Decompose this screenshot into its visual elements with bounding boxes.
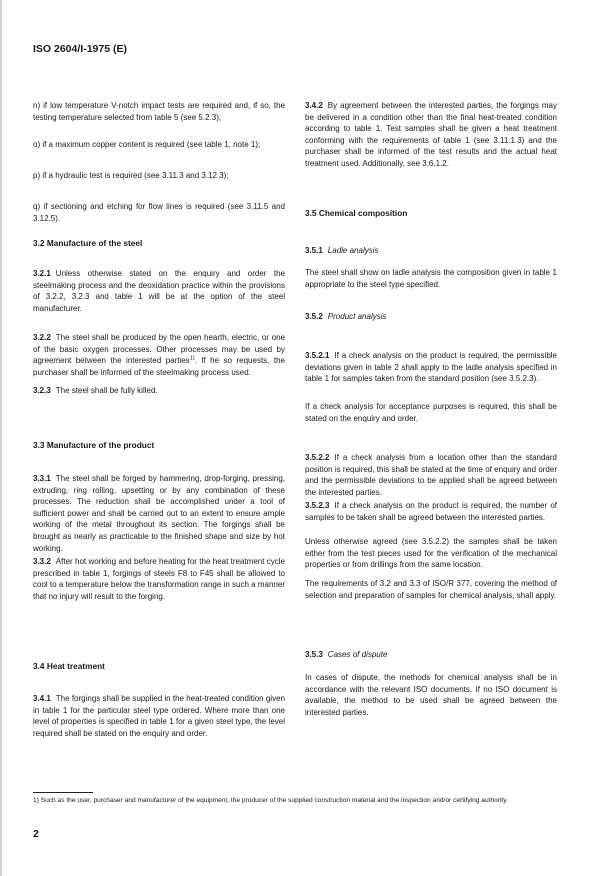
clause-3-4-2	[305, 100, 557, 170]
clause-number: 3.5.1	[305, 246, 323, 255]
clause-text: The steel shall be forged by hammering, drop-forging, pressing, extruding, ring rolling, upsetting or by any combination of these processes. The reduction shall be accomplished under a tool of sufficient power and shall be carried out to an extent to ensure ample working of the metal throughout its section. The forgings shall be brought as nearly as practicable to the finished shape and size by hot working.	[33, 474, 285, 553]
clause-3-5-2-1	[305, 350, 557, 385]
clause-number: 3.3.2	[33, 557, 51, 566]
clause-3-5-2-1-acceptance: If a check analysis for acceptance purposes is required, this shall be stated on the enquiry and order.	[305, 402, 557, 423]
clause-3-5-2-3-samples: Unless otherwise agreed (see 3.5.2.2) the samples shall be taken either from the test pieces used for the verification of the mechanical properties or from drillings from the same location.	[305, 537, 557, 570]
clause-number: 3.3.1	[33, 474, 51, 483]
heading-3-2: 3.2 Manufacture of the steel	[33, 238, 143, 248]
clause-number: 3.2.1	[33, 269, 51, 278]
clause-number: 3.5.2.1	[305, 351, 330, 360]
clause-text: The steel shall be produced by the open hearth, electric, or one of the basic oxygen processes. Other processes may be used by agreement between the interested parties	[33, 333, 285, 366]
clause-3-5-2-3	[305, 500, 557, 523]
clause-text: If a check analysis on the product is required, the number of samples to be taken shall be agreed between the interested parties.	[305, 501, 557, 522]
clause-text: The steel shall be fully killed.	[55, 386, 158, 395]
clause-3-5-2-3-requirements: The requirements of 3.2 and 3.3 of ISO/R 377, covering the method of selection and preparation of samples for chemical analysis, shall apply.	[305, 579, 557, 600]
heading-3-3: 3.3 Manufacture of the product	[33, 440, 155, 450]
list-item-n: n) if low temperature V-notch impact tests are required and, if so, the testing temperature selected from table 5 (see 5.2.3);	[33, 101, 285, 122]
clause-number: 3.2.3	[33, 386, 51, 395]
clause-text: . If he so requests, the purchaser shall be informed of the steelmaking process used.	[33, 356, 285, 377]
clause-number: 3.2.2	[33, 333, 51, 342]
clause-number: 3.5.2.3	[305, 501, 330, 510]
clause-number: 3.4.1	[33, 694, 51, 703]
subheading-3-5-1	[305, 245, 557, 257]
list-item-q: q) if sectioning and etching for flow lines is required (see 3.11.5 and 3.12.5).	[33, 202, 285, 223]
clause-text: After hot working and before heating for the heat treatment cycle prescribed in table 1, forgings of steels F8 to F45 shall be allowed to cool to a temperature below the transformation range in such a manner that no injury will result to the forging.	[33, 557, 285, 601]
footnote-ref: 1)	[189, 355, 195, 362]
footnote-divider	[33, 792, 93, 793]
clause-text: If a check analysis on the product is required, the permissible deviations given in table 2 shall apply to the ladle analysis specified in table 1 for samples taken from the standard position (see 3.5.2.3).	[305, 351, 557, 384]
document-header: ISO 2604/I-1975 (E)	[33, 43, 127, 55]
clause-3-3-2	[33, 556, 285, 602]
clause-number: 3.4.2	[305, 101, 323, 110]
scan-edge	[0, 0, 2, 876]
footnote: 1) Such as the user, purchaser and manufacturer of the equipment, the producer of the supplied construction material and the inspection and/or certifying authority.	[33, 797, 508, 804]
subheading-title: Ladle analysis	[327, 246, 379, 255]
clause-number: 3.5.2.2	[305, 453, 330, 462]
clause-3-2-2	[33, 332, 285, 378]
subheading-title: Cases of dispute	[327, 650, 388, 659]
clause-number: 3.5.3	[305, 650, 323, 659]
page-number: 2	[33, 828, 39, 840]
clause-3-5-1-text: The steel shall show on ladle analysis the composition given in table 1 appropriate to the steel type specified.	[305, 268, 557, 289]
heading-3-5: 3.5 Chemical composition	[305, 208, 408, 218]
subheading-title: Product analysis	[327, 312, 387, 321]
clause-3-2-1	[33, 268, 285, 314]
list-item-p: p) if a hydraulic test is required (see 3.11.3 and 3.12.3);	[33, 171, 229, 180]
clause-3-3-1	[33, 473, 285, 554]
clause-text: The forgings shall be supplied in the heat-treated condition given in table 1 for the particular steel type ordered. Where more than one level of properties is specified in table 1 for a given steel type, the level required shall be stated on the enquiry and order.	[33, 694, 285, 738]
clause-3-4-1	[33, 693, 285, 739]
list-item-o: o) if a maximum copper content is required (see table 1, note 1);	[33, 140, 261, 149]
clause-3-2-3	[33, 385, 285, 397]
clause-text: By agreement between the interested parties, the forgings may be delivered in a condition other than the final heat-treated condition according to table 1. Test samples shall be given a heat treatment conforming with the requirements of table 1 (see 3.11.1.3) and the purchaser shall be informed of the test results and the actual heat treatment used. Additionally, see 3.6.1.2.	[305, 101, 557, 168]
subheading-3-5-3	[305, 649, 557, 661]
clause-number: 3.5.2	[305, 312, 323, 321]
heading-3-4: 3.4 Heat treatment	[33, 661, 105, 671]
subheading-3-5-2	[305, 311, 557, 323]
clause-text: If a check analysis from a location other than the standard position is required, this shall be stated at the time of enquiry and order and the permissible deviations to be applied shall be agreed between the interested parties.	[305, 453, 557, 497]
clause-3-5-3-text: In cases of dispute, the methods for chemical analysis shall be in accordance with the relevant ISO documents. If no ISO document is available, the method to be used shall be agreed between the interested parties.	[305, 673, 557, 717]
clause-text: Unless otherwise stated on the enquiry and order the steelmaking process and the deoxidation practice within the provisions of 3.2.2, 3.2.3 and table 1 will be at the option of the steel manufacturer.	[33, 269, 285, 313]
clause-3-5-2-2	[305, 452, 557, 498]
